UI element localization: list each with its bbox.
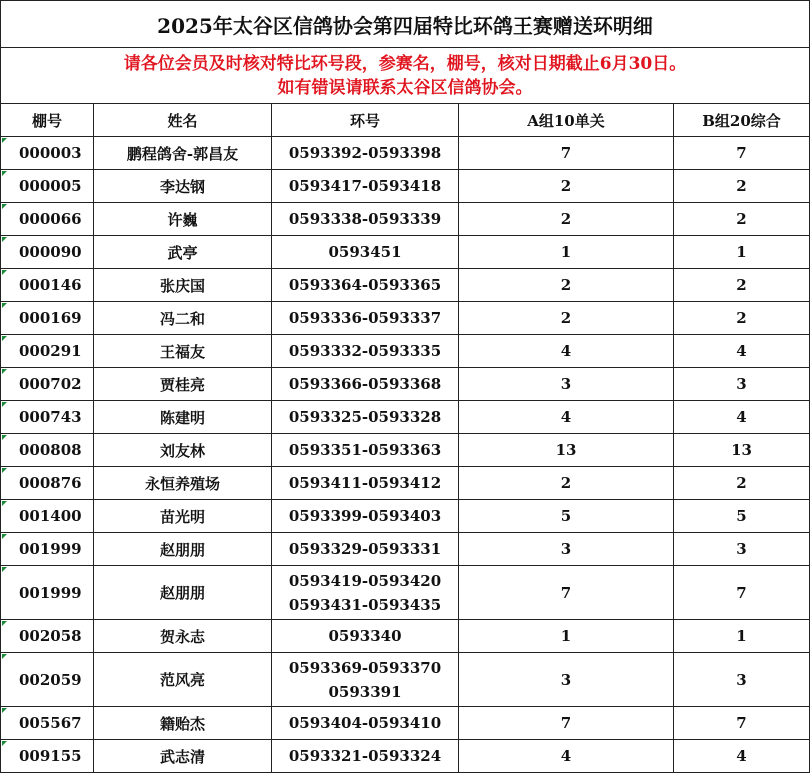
cell-name[interactable]: 范风亮 [94,653,272,707]
ring-range: 0593404-0593410 [288,714,442,732]
table-row [1,335,810,368]
cell-name[interactable]: 许巍 [94,203,272,236]
cell-ring[interactable] [272,335,459,368]
ring-range: 0593366-0593368 [288,375,442,393]
table-row [1,203,810,236]
cell-ring[interactable] [272,137,459,170]
cell-name[interactable]: 鹏程鸽舍-郭昌友 [94,137,272,170]
cell-pen[interactable]: 000169 [1,302,94,335]
cell-pen[interactable]: 000808 [1,434,94,467]
cell-group-a[interactable]: 2 [459,269,674,302]
cell-ring[interactable] [272,170,459,203]
cell-pen[interactable]: 002058 [1,620,94,653]
cell-group-a[interactable]: 1 [459,620,674,653]
cell-name[interactable]: 刘友林 [94,434,272,467]
ring-range: 0593338-0593339 [288,210,442,228]
cell-group-b[interactable]: 3 [674,533,810,566]
ring-range: 0593351-0593363 [288,441,442,459]
cell-group-b[interactable]: 7 [674,566,810,620]
cell-group-a[interactable]: 7 [459,707,674,740]
cell-name[interactable]: 王福友 [94,335,272,368]
cell-group-b[interactable]: 4 [674,740,810,773]
cell-ring[interactable] [272,236,459,269]
cell-ring[interactable] [272,269,459,302]
table-row [1,653,810,707]
ring-range: 0593340 [328,627,402,645]
cell-pen[interactable]: 000066 [1,203,94,236]
cell-ring[interactable] [272,203,459,236]
cell-group-b[interactable]: 2 [674,269,810,302]
ring-range: 0593369-0593370 [288,658,442,677]
cell-name[interactable]: 赵朋朋 [94,533,272,566]
notice-line-1: 请各位会员及时核对特比环号段，参赛名，棚号，核对日期截止6月30日。 [123,53,687,74]
cell-group-a[interactable]: 1 [459,236,674,269]
ring-range: 0593332-0593335 [288,342,442,360]
cell-group-a[interactable]: 2 [459,302,674,335]
cell-name[interactable]: 贺永志 [94,620,272,653]
cell-group-b[interactable]: 4 [674,401,810,434]
ring-range: 0593417-0593418 [288,177,442,195]
cell-name[interactable]: 赵朋朋 [94,566,272,620]
cell-name[interactable]: 冯二和 [94,302,272,335]
table-row [1,707,810,740]
cell-pen[interactable]: 001400 [1,500,94,533]
cell-pen[interactable]: 000743 [1,401,94,434]
header-group-a[interactable]: A组10单关 [459,104,674,137]
ring-range: 0593399-0593403 [288,507,442,525]
cell-name[interactable]: 陈建明 [94,401,272,434]
table-row [1,566,810,620]
cell-group-b[interactable]: 5 [674,500,810,533]
cell-group-a[interactable]: 2 [459,203,674,236]
header-ring[interactable]: 环号 [272,104,459,137]
cell-group-a[interactable]: 13 [459,434,674,467]
cell-ring[interactable] [272,533,459,566]
ring-range: 0593431-0593435 [288,595,442,614]
cell-pen[interactable]: 001999 [1,533,94,566]
cell-group-b[interactable]: 7 [674,707,810,740]
cell-name[interactable]: 贾桂亮 [94,368,272,401]
cell-ring[interactable] [272,620,459,653]
cell-group-a[interactable]: 4 [459,335,674,368]
header-pen[interactable]: 棚号 [1,104,94,137]
table-row [1,269,810,302]
cell-ring[interactable] [272,707,459,740]
cell-ring[interactable] [272,566,459,620]
table-body [1,137,810,773]
cell-pen[interactable]: 005567 [1,707,94,740]
header-name[interactable]: 姓名 [94,104,272,137]
cell-pen[interactable]: 000876 [1,467,94,500]
sheet-title[interactable]: 2025年太谷区信鸽协会第四届特比环鸽王赛赠送环明细 [1,1,810,48]
cell-pen[interactable]: 009155 [1,740,94,773]
cell-group-b[interactable]: 1 [674,236,810,269]
cell-group-a[interactable]: 3 [459,533,674,566]
notice-line-2: 如有错误请联系太谷区信鸽协会。 [277,77,533,98]
cell-group-b[interactable]: 3 [674,653,810,707]
ring-range: 0593419-0593420 [288,571,442,590]
cell-name[interactable]: 武志清 [94,740,272,773]
table-row [1,620,810,653]
cell-group-a[interactable]: 4 [459,740,674,773]
cell-group-a[interactable]: 2 [459,467,674,500]
cell-group-b[interactable]: 2 [674,302,810,335]
table-row [1,500,810,533]
cell-group-b[interactable]: 1 [674,620,810,653]
cell-group-a[interactable]: 7 [459,137,674,170]
cell-ring[interactable] [272,653,459,707]
cell-group-a[interactable]: 7 [459,566,674,620]
cell-name[interactable]: 武亭 [94,236,272,269]
ring-range: 0593391 [328,682,402,701]
cell-ring[interactable] [272,401,459,434]
cell-ring[interactable] [272,740,459,773]
cell-group-b[interactable]: 2 [674,170,810,203]
cell-group-a[interactable]: 2 [459,170,674,203]
cell-pen[interactable]: 000090 [1,236,94,269]
cell-group-b[interactable]: 2 [674,203,810,236]
cell-name[interactable]: 李达钢 [94,170,272,203]
ring-range: 0593336-0593337 [288,309,442,327]
ring-range: 0593411-0593412 [288,474,442,492]
cell-name[interactable]: 永恒养殖场 [94,467,272,500]
cell-group-b[interactable]: 3 [674,368,810,401]
header-row [1,104,810,137]
cell-group-a[interactable]: 3 [459,368,674,401]
cell-name[interactable]: 张庆国 [94,269,272,302]
ring-range: 0593392-0593398 [288,144,442,162]
cell-group-b[interactable]: 4 [674,335,810,368]
table-row [1,170,810,203]
ring-range: 0593364-0593365 [288,276,442,294]
ring-range: 0593329-0593331 [288,540,442,558]
cell-ring[interactable] [272,302,459,335]
cell-ring[interactable] [272,467,459,500]
cell-ring[interactable] [272,500,459,533]
table-row [1,401,810,434]
cell-group-a[interactable]: 3 [459,653,674,707]
table-row [1,236,810,269]
cell-pen[interactable]: 002059 [1,653,94,707]
cell-pen[interactable]: 000291 [1,335,94,368]
table-row [1,368,810,401]
cell-pen[interactable]: 000005 [1,170,94,203]
header-group-b[interactable]: B组20综合 [674,104,810,137]
cell-ring[interactable] [272,434,459,467]
cell-group-a[interactable]: 5 [459,500,674,533]
table-row [1,467,810,500]
table-row [1,533,810,566]
cell-group-b[interactable]: 7 [674,137,810,170]
table-row [1,740,810,773]
cell-pen[interactable]: 001999 [1,566,94,620]
cell-group-a[interactable]: 4 [459,401,674,434]
cell-ring[interactable] [272,368,459,401]
ring-range: 0593325-0593328 [288,408,442,426]
cell-name[interactable]: 苗光明 [94,500,272,533]
ring-range: 0593321-0593324 [288,747,442,765]
cell-pen[interactable]: 000146 [1,269,94,302]
cell-name[interactable]: 籍贻杰 [94,707,272,740]
cell-pen[interactable]: 000003 [1,137,94,170]
table-row [1,137,810,170]
cell-group-b[interactable]: 2 [674,467,810,500]
table-row [1,434,810,467]
cell-group-b[interactable]: 13 [674,434,810,467]
notice-cell[interactable] [1,48,810,104]
cell-pen[interactable]: 000702 [1,368,94,401]
table-row [1,302,810,335]
ring-range: 0593451 [328,243,402,261]
